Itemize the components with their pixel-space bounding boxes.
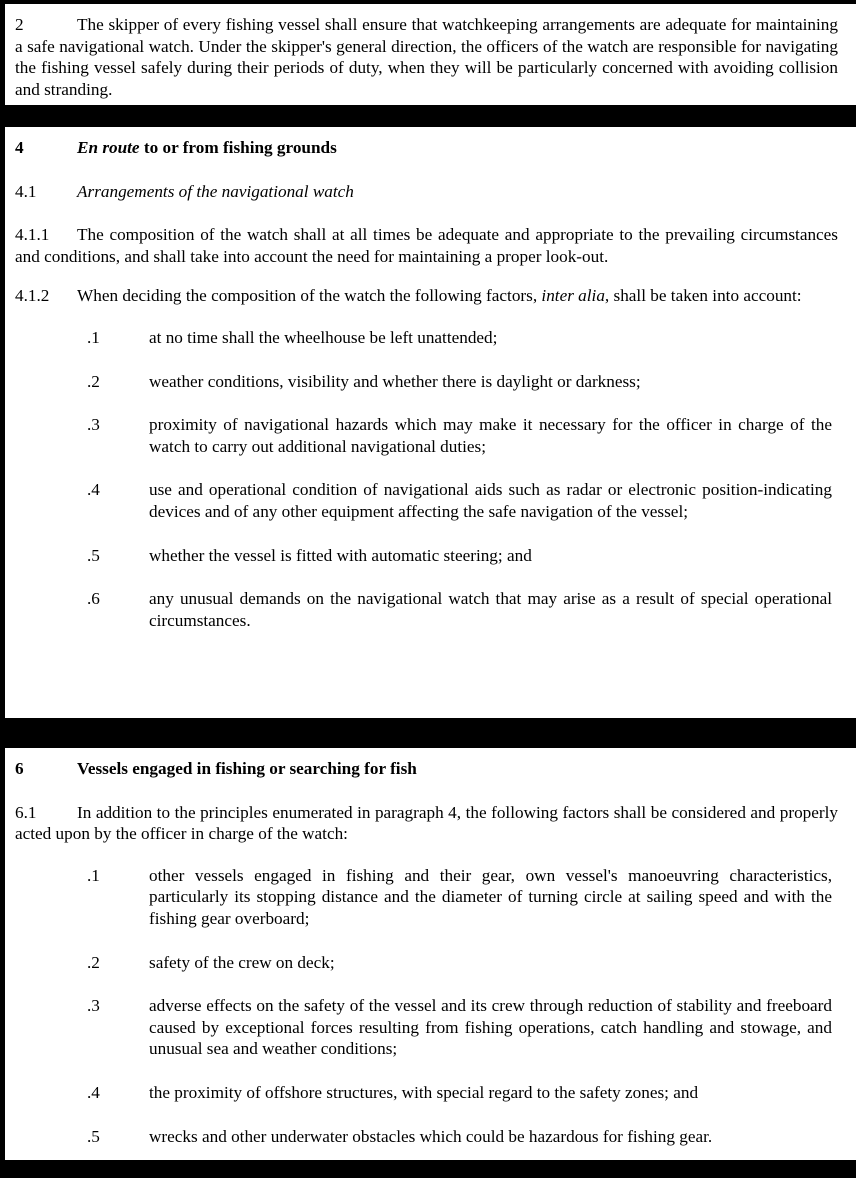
list-item-marker: .5 — [87, 545, 100, 565]
paragraph-6-1 — [15, 802, 838, 845]
content-block-bottom — [5, 748, 856, 1160]
subheading-4-1 — [15, 181, 838, 203]
list-item — [15, 1082, 838, 1104]
list-item-marker: .1 — [87, 865, 100, 885]
heading-4-number: 4 — [15, 138, 24, 157]
list-item-text: weather conditions, visibility and whether there is daylight or darkness; — [149, 371, 641, 391]
list-item-text: safety of the crew on deck; — [149, 952, 335, 972]
subheading-4-1-text: Arrangements of the navigational watch — [77, 181, 354, 201]
list-item-text: at no time shall the wheelhouse be left unattended; — [149, 327, 498, 347]
list-item — [15, 865, 838, 930]
list-item — [15, 479, 838, 522]
list-item-marker: .4 — [87, 1082, 100, 1102]
list-item-text: whether the vessel is fitted with automatic steering; and — [149, 545, 532, 565]
heading-4-rest: to or from fishing grounds — [139, 138, 337, 157]
heading-4-italic: En route — [77, 138, 140, 157]
paragraph-4-1-2-text-after: , shall be taken into account: — [604, 286, 802, 306]
list-item-text: proximity of navigational hazards which may make it necessary for the officer in charge of the watch to carry out additional navigational duties; — [149, 415, 832, 456]
paragraph-2-number: 2 — [15, 15, 24, 34]
list-item-marker: .2 — [87, 952, 100, 972]
list-item-text: the proximity of offshore structures, with special regard to the safety zones; and — [149, 1082, 699, 1102]
paragraph-4-1-2-italic: inter alia — [541, 286, 605, 306]
paragraph-4-1-2 — [15, 285, 838, 307]
paragraph-4-1-2-text — [77, 286, 802, 305]
heading-6-text: Vessels engaged in fishing or searching for fish — [77, 759, 417, 778]
list-item-text: any unusual demands on the navigational watch that may arise as a result of special operational circumstances. — [149, 589, 832, 630]
list-item — [15, 545, 838, 567]
list-item — [15, 995, 838, 1060]
list-item-text: use and operational condition of navigational aids such as radar or electronic position-indicating devices and of any other equipment affecting the safe navigation of the vessel; — [149, 480, 832, 521]
paragraph-2-text: The skipper of every fishing vessel shall ensure that watchkeeping arrangements are adequate for maintaining a safe navigational watch. Under the skipper's general direction, the officers of the watch are responsible for navigating the fishing vessel safely during their periods of duty, when they will be particularly concerned with avoiding collision and stranding. — [15, 15, 838, 99]
paragraph-4-1-1-number: 4.1.1 — [15, 225, 50, 245]
list-item-text: wrecks and other underwater obstacles which could be hazardous for fishing gear. — [149, 1126, 713, 1146]
list-item — [15, 1126, 838, 1148]
list-item — [15, 327, 838, 349]
list-item — [15, 414, 838, 457]
list-item-text: other vessels engaged in fishing and their gear, own vessel's manoeuvring characteristics, particularly its stopping distance and the diameter of turning circle at sailing speed and with the fishing gear overboard; — [149, 865, 832, 928]
subheading-4-1-number: 4.1 — [15, 181, 37, 201]
list-item-text: adverse effects on the safety of the vessel and its crew through reduction of stability and freeboard caused by exceptional forces resulting from fishing operations, catch handling and stowage, and unusual sea and weather conditions; — [149, 996, 832, 1059]
paragraph-2 — [15, 14, 838, 100]
list-item — [15, 952, 838, 974]
list-item-marker: .4 — [87, 480, 100, 500]
paragraph-4-1-2-text-before: When deciding the composition of the watch the following factors, — [77, 286, 542, 306]
paragraph-6-1-text: In addition to the principles enumerated in paragraph 4, the following factors shall be considered and properly acted upon by the officer in charge of the watch: — [15, 802, 838, 844]
list-item-marker: .2 — [87, 371, 100, 391]
paragraph-4-1-2-number: 4.1.2 — [15, 286, 50, 306]
list-item — [15, 371, 838, 393]
heading-4 — [15, 137, 838, 159]
paragraph-4-1-1-text: The composition of the watch shall at all times be adequate and appropriate to the prevailing circumstances and conditions, and shall take into account the need for maintaining a proper look-out. — [15, 225, 838, 266]
list-item-marker: .3 — [87, 996, 100, 1016]
heading-4-text — [77, 137, 838, 159]
list-item-marker: .5 — [87, 1126, 100, 1146]
heading-6-number: 6 — [15, 759, 24, 778]
paragraph-6-1-number: 6.1 — [15, 802, 37, 822]
paragraph-4-1-1 — [15, 224, 838, 267]
content-block-top — [5, 4, 856, 105]
heading-6 — [15, 758, 838, 780]
list-item-marker: .3 — [87, 415, 100, 435]
list-item — [15, 588, 838, 631]
content-block-middle — [5, 127, 856, 718]
list-item-marker: .1 — [87, 327, 100, 347]
list-item-marker: .6 — [87, 589, 100, 609]
